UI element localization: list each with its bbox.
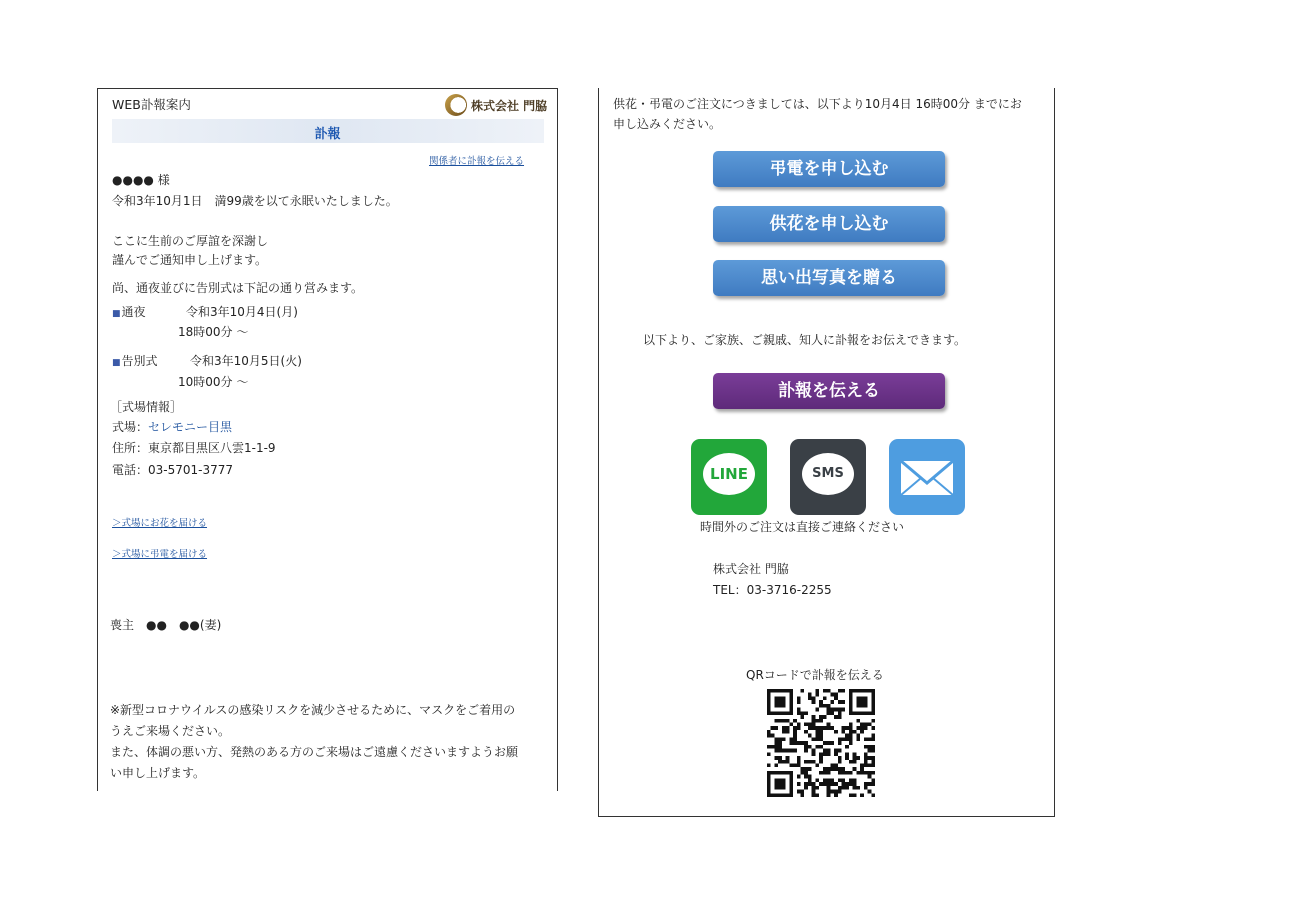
funeral-time: 10時00分 〜 [178, 375, 249, 389]
order-panel [598, 88, 1055, 817]
notice-line-4: い申し上げます。 [110, 766, 206, 780]
company-tel: TEL：03-3716-2255 [713, 583, 832, 597]
bullet-square-icon: ■ [112, 358, 121, 368]
sms-label: SMS [802, 453, 854, 495]
obituary-panel [97, 88, 558, 791]
envelope-icon [889, 439, 965, 515]
thanks-line-2: 謹んでご通知申し上げます。 [112, 253, 268, 267]
notice-line-3: また、体調の悪い方、発熱のある方のご来場はご遠慮くださいますようお願 [110, 745, 519, 759]
deceased-name: ●●●● 様 [112, 173, 170, 187]
notice-line-2: うえご来場ください。 [110, 724, 231, 738]
wake-row [112, 303, 146, 320]
venue-row [112, 418, 232, 435]
panel-header: WEB訃報案内 [112, 97, 191, 112]
line-share-icon[interactable] [691, 439, 767, 515]
wake-label: 通夜 [121, 305, 146, 319]
order-intro-2: 申し込みください。 [613, 117, 722, 131]
send-flowers-link[interactable]: ＞式場にお花を届ける [112, 518, 208, 529]
bullet-square-icon: ■ [112, 309, 121, 319]
send-photo-button[interactable]: 思い出写真を贈る [713, 260, 945, 296]
wake-time: 18時00分 〜 [178, 325, 249, 339]
company-name: 株式会社 門脇 [713, 562, 789, 576]
notify-link[interactable]: 関係者に訃報を伝える [429, 156, 525, 167]
chief-mourner: 喪主 ●● ●●(妻) [110, 618, 222, 632]
after-hours-note: 時間外のご注文は直接ご連絡ください [700, 520, 905, 534]
order-telegram-button[interactable]: 弔電を申し込む [713, 151, 945, 187]
venue-address: 住所：東京都目黒区八雲1-1-9 [112, 441, 276, 455]
notice-line-1: ※新型コロナウイルスの感染リスクを減少させるために、マスクをご着用の [110, 703, 516, 717]
qr-code-icon [767, 689, 875, 797]
share-obituary-button[interactable]: 訃報を伝える [713, 373, 945, 409]
mail-share-icon[interactable] [889, 439, 965, 515]
venue-header: ［式場情報］ [110, 400, 183, 414]
wake-date: 令和3年10月4日(月) [186, 305, 298, 319]
death-announcement: 令和3年10月1日 満99歳を以て永眠いたしました。 [112, 194, 398, 208]
send-telegram-link[interactable]: ＞式場に弔電を届ける [112, 549, 208, 560]
obituary-title: 訃報 [314, 127, 341, 142]
funeral-label: 告別式 [121, 354, 158, 368]
line-label: LINE [703, 453, 755, 495]
order-flower-button[interactable]: 供花を申し込む [713, 206, 945, 242]
venue-phone: 電話：03-5701-3777 [112, 463, 234, 477]
funeral-row [112, 352, 158, 369]
funeral-date: 令和3年10月5日(火) [190, 354, 302, 368]
venue-label: 式場： [112, 420, 149, 434]
schedule-intro: 尚、通夜並びに告別式は下記の通り営みます。 [112, 281, 364, 295]
order-intro-1: 供花・弔電のご注文につきましては、以下より10月4日 16時00分 までにお [613, 97, 1022, 111]
share-intro: 以下より、ご家族、ご親戚、知人に訃報をお伝えできます。 [643, 333, 967, 347]
thanks-line-1: ここに生前のご厚誼を深謝し [112, 234, 269, 248]
venue-name[interactable]: セレモニー目黒 [148, 420, 233, 434]
qr-caption: QRコードで訃報を伝える [746, 668, 884, 682]
company-logo-text: 株式会社 門脇 [471, 99, 548, 113]
company-logo-icon [445, 94, 467, 116]
sms-share-icon[interactable] [790, 439, 866, 515]
